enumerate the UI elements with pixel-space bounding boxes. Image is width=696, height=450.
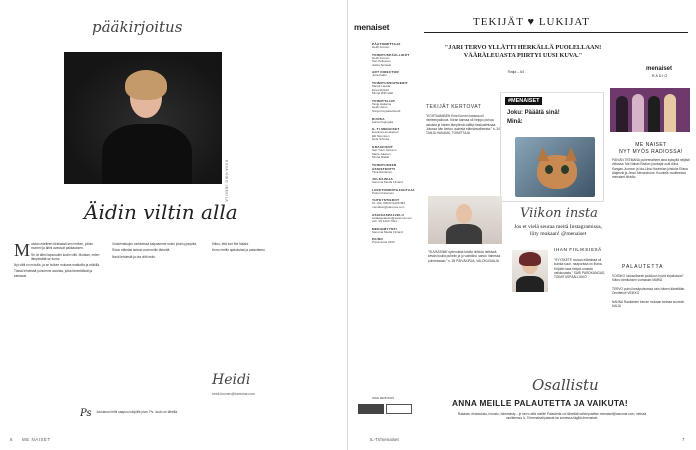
portrait-body bbox=[102, 124, 192, 184]
masthead-block bbox=[372, 237, 418, 245]
col3-p1: Kiitos, että luet Me Naisia. bbox=[212, 242, 249, 246]
toive-text: "SUVASSIME sykerokkia tutulla hiihtola hetkissä kesän kuulla puhelin ja jo valmiiksi, sanoo Vanessa puheessaan." s. 28 PÄIVÄKIRJA, VALOKUVAAJA bbox=[428, 250, 501, 263]
page-label-right: IL-TI/menaiset bbox=[370, 437, 399, 442]
cta-heading: ANNA MEILLE PALAUTETTA JA VAIKUTA! bbox=[452, 398, 628, 408]
article-title: Äidin viltin alla bbox=[84, 200, 238, 224]
radio-person-4 bbox=[664, 94, 676, 132]
footer-note: Joulukuun lehti saapuu lukijoille pian. Ps. Joulu on lähellä. bbox=[96, 410, 178, 414]
col2-p1: Vuodenaikojen vaihtuessa kaipaamme usein jotain pysyvää. bbox=[112, 242, 197, 246]
masthead-block-text: Kaisa Kujanpää bbox=[372, 119, 394, 124]
text-col-1 bbox=[14, 242, 101, 280]
masthead-block-text: PL 100, 00040 SANOMA menaiset@sanoma.com bbox=[372, 201, 406, 210]
insta2-heading: IHAN FIILIKSISSÄ bbox=[554, 248, 602, 253]
insta-caption: Joku: Pääätä sinä! Minä: bbox=[507, 110, 560, 125]
masthead-block-text: Punamusta 2023 bbox=[372, 240, 395, 245]
masthead-block bbox=[372, 53, 418, 68]
masthead-list bbox=[372, 42, 418, 248]
insta-post bbox=[500, 92, 604, 202]
footer-ps-icon: Ps bbox=[80, 408, 92, 419]
tekijat-text: "KOHTAAMINEN Kiira Korven kanssa oli mieleenpainuva. Kiiran kanssa oli helppo puhua asioista ja hänen lämpönsä välittyi keskustelussa. Jutussa hän kertoo uudesta elämänvaiheesta." s. 34 TANJA HAKAMA, TOIMITTAJA bbox=[426, 114, 500, 136]
page-label-left: ME NAISET bbox=[22, 437, 51, 442]
masthead-block-text: Sanoma Media Finland bbox=[372, 229, 403, 234]
masthead-block bbox=[372, 70, 418, 78]
author-body bbox=[446, 224, 482, 244]
insta2-body bbox=[516, 276, 544, 292]
page-number-left: 6 bbox=[10, 437, 13, 442]
col1-p2: Se oli äitini lapsuuden kodin viltti. Muistan, miten lämpimältä se tuntui. bbox=[31, 252, 100, 261]
reader-quote: "JARI TERVO YLLÄTTI HERKÄLLÄ PUOLELLAAN! VÄÄRÄLEUASTA PIIRTYI UUSI KUVA." bbox=[444, 44, 602, 59]
radio-photo bbox=[610, 88, 690, 132]
masthead-block-heading: IL-TI MENAISET bbox=[372, 127, 400, 132]
cat-ear-right bbox=[565, 147, 577, 161]
masthead-block-heading: TOIMITUSPÄÄLLIKÖT bbox=[372, 52, 410, 57]
radio-title: ME NAISET NYT MYÖS RADIOSSA! bbox=[619, 142, 683, 155]
logo-box-2 bbox=[386, 404, 412, 414]
masthead-block-text: Tiina Rantanen bbox=[372, 169, 393, 174]
masthead-block-text: Heidi Iivonen bbox=[372, 45, 390, 49]
masthead-block-text: Tanja Hakama Heidi Heino Sonja Koppala-Ruotti bbox=[372, 101, 401, 113]
masthead-block bbox=[372, 188, 418, 196]
insta2-photo bbox=[512, 250, 548, 292]
masthead-block-heading: ASIAKASPALVELU bbox=[372, 212, 405, 217]
insta-text: Jos et vielä seuraa meitä Instagramissa, liity mukaan! @menaiset bbox=[514, 224, 602, 237]
feedback-heading: PALAUTETTA bbox=[622, 264, 664, 270]
masthead-block-heading: RUOKA bbox=[372, 116, 385, 121]
masthead-block-heading: TOIMITUSSIHTEERIT bbox=[372, 80, 408, 85]
text-col-2 bbox=[112, 242, 207, 261]
author-head bbox=[456, 204, 472, 224]
masthead-block-text: Marjut Laurila Eeva Myllylä Minna Riihimäki bbox=[372, 83, 394, 96]
col1-p1: uistan edelleen kirkkaasti sen hetken, jolloin mummi ja äitini avasivat pakkauksen. bbox=[31, 242, 94, 251]
col3-p2: Kerro meille ajatuksiasi ja palautteesi. bbox=[212, 248, 266, 253]
masthead-block-text: Petteri Kaivonen bbox=[372, 190, 395, 195]
radio-logo-sub: RADIO bbox=[652, 74, 669, 78]
masthead-block-text: asiakaspalvelu@sanoma.com puh. 09 1203 7301 bbox=[372, 215, 412, 224]
masthead-block-heading: YHTEYSTIEDOT bbox=[372, 198, 400, 203]
masthead-block bbox=[372, 163, 418, 175]
section-label: pääkirjoitus bbox=[92, 18, 183, 36]
editor-email: heidi.iivonen@sanoma.com bbox=[212, 392, 256, 396]
masthead-block-text: Eveliina Liimatainen Elli Nieminen Heta Sihvola bbox=[372, 130, 399, 142]
masthead-block bbox=[372, 177, 418, 185]
dropcap: M bbox=[14, 240, 31, 260]
radio-person-2 bbox=[632, 94, 644, 132]
masthead-block-heading: PÄÄTOIMITTAJA bbox=[372, 42, 401, 46]
insta-hashtag: #MENAISET bbox=[505, 97, 542, 105]
masthead-block-heading: JULKAISIJA bbox=[372, 177, 394, 182]
masthead-block-heading: PAINO bbox=[372, 237, 384, 242]
radio-person-3 bbox=[648, 96, 660, 132]
text-col-3 bbox=[212, 242, 307, 255]
masthead-block bbox=[372, 127, 418, 142]
logo-box-1 bbox=[358, 404, 384, 414]
masthead-block bbox=[372, 117, 418, 125]
cta-text: Rakasta, ehdotuksia, innostu, hämmästy – je kerro siitä meille! Palautetta voi lähettää sähköpostitse menaiset@sanoma.com, netissä osoitteessa IL-TI/menaiset/palaute tai somessa tägillä #menaiset. bbox=[457, 412, 647, 421]
col1-p4: Tässä lehdessä puhumme asioista, jotka lämmittävät ja kantavat. bbox=[14, 269, 93, 278]
author-photo bbox=[428, 196, 502, 244]
insta2-text: "SYYSKETE rouvan elämässä oli kuinka suuri, naapurissa on ihana. Kirjoitin taas tietysti omasta valokuvasta." SARI PAROKANGAS, TOIMITUSPÄÄLLIKKÖ bbox=[554, 258, 606, 280]
masthead-block-heading: MEDIAMYYNTI bbox=[372, 226, 397, 231]
cat-eye-right bbox=[561, 165, 569, 174]
masthead-block bbox=[372, 227, 418, 235]
insta2-hair bbox=[519, 252, 541, 266]
masthead-block bbox=[372, 145, 418, 160]
feedback-text: VOISIKO luoksollisesti joukkoon hyviä kirjoituksia? Kiitos toimituksen voimasta! MARIA TERVO puhui kesäpuhuessa vain hänen äänellään. Onnittelut! VEIKKO NANNA Rautiainen kerran mukaan tarinaa suuresti. KAIJA bbox=[612, 274, 686, 309]
quote-source: Raija – 64 bbox=[508, 70, 525, 74]
masthead-logo: menaiset bbox=[354, 22, 390, 32]
cat-photo bbox=[515, 137, 595, 197]
col1-p3: Nyt viltti on minulla, ja se kulkee mukana matkoilla ja mökillä. bbox=[14, 263, 100, 268]
masthead-block-heading: GRAAFIKOT bbox=[372, 144, 394, 149]
masthead-block bbox=[372, 198, 418, 209]
radio-person-1 bbox=[616, 96, 628, 132]
col2-p3: Nauti lehdestä ja ota viltti esiin. bbox=[112, 254, 156, 259]
cta-script: Osallistu bbox=[532, 376, 599, 394]
masthead-block-text: Heidi Iivonen Sari Pelkonen Jukka Sinisalo bbox=[372, 55, 392, 67]
masthead-block-heading: LIIKETOIMINTAJOHTAJA bbox=[372, 187, 415, 192]
portrait-hair bbox=[125, 70, 167, 100]
right-page bbox=[348, 0, 696, 450]
masthead bbox=[348, 0, 418, 450]
masthead-block bbox=[372, 213, 418, 224]
col2-p2: Sinun elämäsi tarinat ovat meille tärkeitä. bbox=[112, 248, 171, 253]
masthead-block-heading: TOIMITTAJAT bbox=[372, 98, 396, 103]
insta-heading: Viikon insta bbox=[520, 206, 598, 221]
signature: Heidi bbox=[212, 372, 251, 388]
cat-eye-left bbox=[545, 165, 553, 174]
editor-photo bbox=[64, 52, 222, 184]
masthead-block-heading: TOIMITUKSEN ASSISTENTTI bbox=[372, 162, 397, 171]
masthead-block-text: Jutta Kallio bbox=[372, 73, 387, 78]
cat-ear-left bbox=[537, 147, 549, 161]
radio-text: PÄIVÄN TEEMANA puheenaiheet aina syksyllä neljästi viikossa. Me Naiset Radion juontajat ovat Alina Kangas-Juomon ja Ida-Liina Huurtelan johdolla Elissa Alajerzki ja Jenni Alexandrova. Kuuntele osoitteessa menaiset.fi/radio. bbox=[612, 158, 690, 180]
print-credit: ISSN 0025-6307 bbox=[372, 396, 395, 400]
masthead-block-heading: ART DIRECTOR bbox=[372, 70, 399, 75]
tekijat-heading: TEKIJÄT KERTOVAT bbox=[426, 104, 482, 110]
page-number-right: 7 bbox=[682, 437, 685, 442]
masthead-block bbox=[372, 99, 418, 114]
header-rule bbox=[424, 32, 688, 33]
masthead-block bbox=[372, 42, 418, 50]
photo-credit: KUVA NIKO JEKKILA bbox=[224, 160, 229, 203]
masthead-block-text: Sanoma Media Finland bbox=[372, 180, 403, 185]
section-header: TEKIJÄT ♥ LUKIJAT bbox=[473, 16, 590, 28]
radio-logo: menaiset bbox=[646, 66, 673, 72]
masthead-block-text: Sari Tuuli Jonsson Marja Jokinen Minna Riekki bbox=[372, 147, 397, 160]
masthead-block bbox=[372, 81, 418, 96]
